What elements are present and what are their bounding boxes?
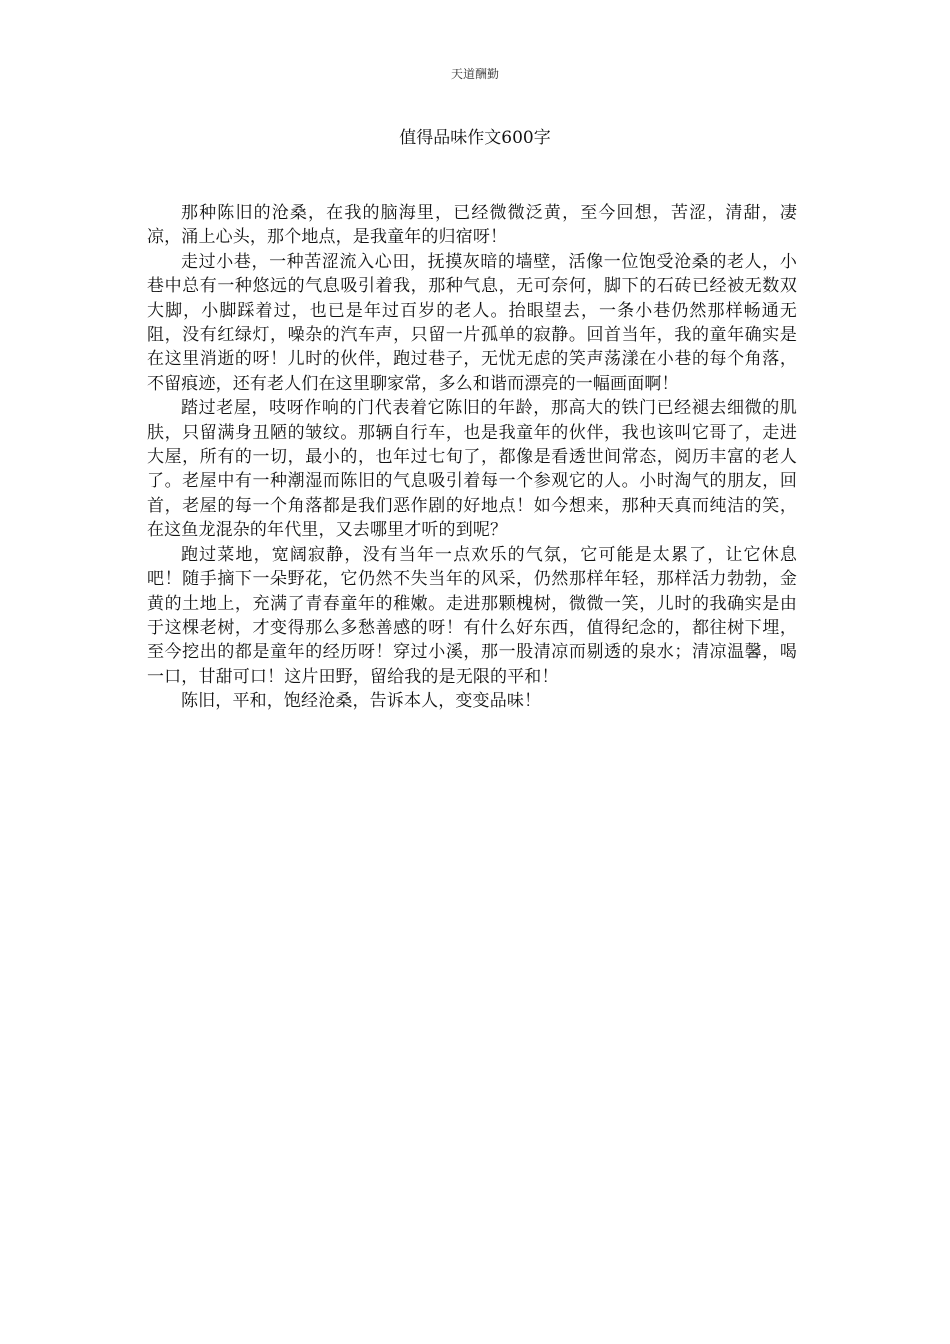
- paragraph: 那种陈旧的沧桑，在我的脑海里，已经微微泛黄，至今回想，苦涩，清甜，凄凉，涌上心头，那个地点，是我童年的归宿呀！: [147, 203, 797, 248]
- paragraph: 陈旧，平和，饱经沧桑，告诉本人，变变品味！: [181, 691, 542, 712]
- paragraph: 踏过老屋，吱呀作响的门代表着它陈旧的年龄，那高大的铁门已经褪去细微的肌肤，只留满身丑陋的皱纹。那辆自行车，也是我童年的伙伴，我也该叫它哥了，走进大屋，所有的一切，最小的，也年过七旬了，都像是看透世间常态，阅历丰富的老人了。老屋中有一种潮湿而陈旧的气息吸引着每一个参观它的人。小时淘气的朋友，回首，老屋的每一个角落都是我们恶作剧的好地点！如今想来，那种天真而纯洁的笑，在这鱼龙混杂的年代里，又去哪里才听的到呢？: [147, 398, 797, 541]
- document-title: 值得品味作文600字: [399, 128, 551, 148]
- page-header: 天道酬勤: [450, 67, 499, 81]
- paragraph: 跑过菜地，宽阔寂静，没有当年一点欢乐的气氛，它可能是太累了，让它休息吧！随手摘下一朵野花，它仍然不失当年的风采，仍然那样年轻，那样活力勃勃，金黄的土地上，充满了青春童年的稚嫩。走进那颗槐树，微微一笑，儿时的我确实是由于这棵老树，才变得那么多愁善感的呀！有什么好东西，值得纪念的，都往树下埋，至今挖出的都是童年的经历呀！穿过小溪，那一股清凉而剔透的泉水；清凉温馨，喝一口，甘甜可口！这片田野，留给我的是无限的平和！: [147, 544, 797, 687]
- document-body: [147, 201, 797, 714]
- paragraph: 走过小巷，一种苦涩流入心田，抚摸灰暗的墙壁，活像一位饱受沧桑的老人，小巷中总有一种悠远的气息吸引着我，那种气息，无可奈何，脚下的石砖已经被无数双大脚，小脚踩着过，也已是年过百岁的老人。抬眼望去，一条小巷仍然那样畅通无阻，没有红绿灯，噪杂的汽车声，只留一片孤单的寂静。回首当年，我的童年确实是在这里消逝的呀！儿时的伙伴，跑过巷子，无忧无虑的笑声荡漾在小巷的每个角落，不留痕迹，还有老人们在这里聊家常，多么和谐而漂亮的一幅画面啊！: [147, 251, 797, 394]
